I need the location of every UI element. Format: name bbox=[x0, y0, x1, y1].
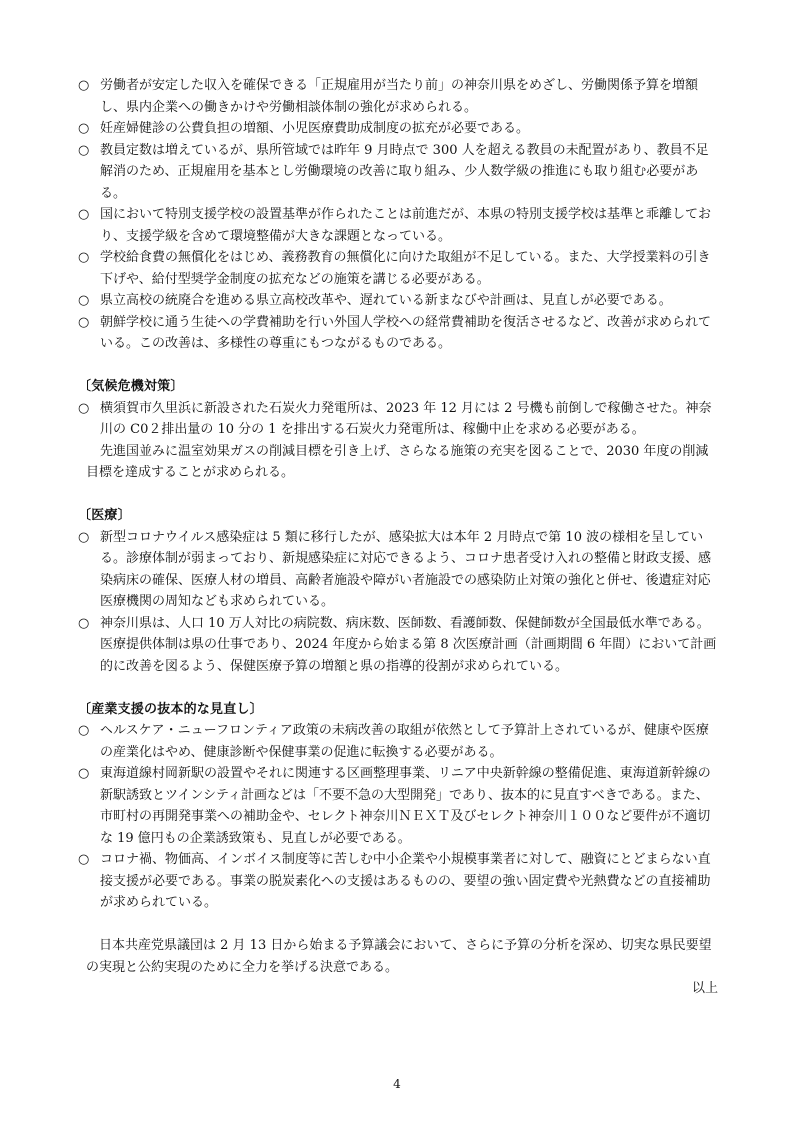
list-item: ○ 東海道線村岡新駅の設置やそれに関連する区画整理事業、リニア中央新幹線の整備促進、東海道新幹線の新駅誘致とツインシティ計画などは「不要不急の大型開発」であり、抜本的に見直すべきである。また、市町村の再開発事業への補助金や、セレクト神奈川ＮＥＸＴ及びセレクト神奈川１００など要件が不適切な 19 億円もの企業誘致策も、見直しが必要である。 bbox=[78, 763, 718, 849]
intro-list bbox=[78, 75, 718, 355]
bullet-circle-icon: ○ bbox=[78, 121, 90, 136]
list-item: ○ ヘルスケア・ニューフロンティア政策の未病改善の取組が依然として予算計上されているが、健康や医療の産業化はやめ、健康診断や保健事業の促進に転換する必要がある。 bbox=[78, 720, 718, 763]
section-medical bbox=[78, 505, 718, 677]
section-heading: 〔気候危機対策〕 bbox=[78, 379, 184, 394]
bullet-circle-icon: ○ bbox=[78, 852, 90, 867]
section-industry bbox=[78, 699, 718, 914]
list-item: ○ 教員定数は増えているが、県所管域では昨年 9 月時点で 300 人を超える教員の未配置があり、教員不足解消のため、正規雇用を基本とし労働環境の改善に取り組み、少人数学級の推進にも取り組む必要がある。 bbox=[78, 140, 718, 205]
list-item: ○ 神奈川県は、人口 10 万人対比の病院数、病床数、医師数、看護師数、保健師数が全国最低水準である。医療提供体制は県の仕事であり、2024 年度から始まる第 8 次医療計画（計画期間 6 年間）において計画的に改善を図るよう、保健医療予算の増額と県の指導的役割が求められている。 bbox=[78, 613, 718, 678]
closing-paragraph: 日本共産党県議団は 2 月 13 日から始まる予算議会において、さらに予算の分析を深め、切実な県民要望の実現と公約実現のために全力を挙げる決意である。 bbox=[86, 938, 712, 975]
list-item: ○ 県立高校の統廃合を進める県立高校改革や、遅れている新まなびや計画は、見直しが必要である。 bbox=[78, 290, 718, 312]
section-heading: 〔医療〕 bbox=[78, 508, 131, 523]
section-heading: 〔産業支援の抜本的な見直し〕 bbox=[78, 701, 263, 717]
paragraph: 先進国並みに温室効果ガスの削減目標を引き上げ、さらなる施策の充実を図ることで、2030 年度の削減目標を達成することが求められる。 bbox=[86, 443, 709, 480]
bullet-circle-icon: ○ bbox=[78, 293, 90, 308]
bullet-circle-icon: ○ bbox=[78, 142, 90, 158]
list-item: ○ 学校給食費の無償化をはじめ、義務教育の無償化に向けた取組が不足している。また、大学授業料の引き下げや、給付型奨学金制度の拡充などの施策を講じる必要がある。 bbox=[78, 247, 718, 290]
list-item: ○ コロナ禍、物価高、インボイス制度等に苦しむ中小企業や小規模事業者に対して、融資にとどまらない直接支援が必要である。事業の脱炭素化への支援はあるものの、要望の強い固定費や光熱費などの直接補助が求められている。 bbox=[78, 849, 718, 914]
bullet-circle-icon: ○ bbox=[78, 529, 90, 545]
bullet-circle-icon: ○ bbox=[78, 766, 90, 781]
document-body bbox=[78, 75, 718, 1000]
list-item: ○ 新型コロナウイルス感染症は 5 類に移行したが、感染拡大は本年 2 月時点で第 10 波の様相を呈している。診療体制が弱まっており、新規感染症に対応できるよう、コロナ患者受け入れの整備と財政支援、感染病床の確保、医療人材の増員、高齢者施設や障がい者施設での感染防止対策の強化と併せ、後遺症対応医療機関の周知なども求められている。 bbox=[78, 527, 718, 613]
bullet-circle-icon: ○ bbox=[78, 723, 90, 738]
bullet-circle-icon: ○ bbox=[78, 314, 90, 330]
bullet-circle-icon: ○ bbox=[78, 250, 90, 265]
list-item: ○ 横須賀市久里浜に新設された石炭火力発電所は、2023 年 12 月には 2 号機も前倒しで稼働させた。神奈川の C0２排出量の 10 分の 1 を排出する石炭火力発電所は、稼働中止を求める必要がある。 bbox=[78, 398, 718, 441]
bullet-circle-icon: ○ bbox=[78, 78, 90, 93]
list-item: ○ 労働者が安定した収入を確保できる「正規雇用が当たり前」の神奈川県をめざし、労働関係予算を増額し、県内企業への働きかけや労働相談体制の強化が求められる。 bbox=[78, 75, 718, 118]
bullet-circle-icon: ○ bbox=[78, 207, 90, 222]
bullet-circle-icon: ○ bbox=[78, 615, 90, 631]
list-item: ○ 妊産婦健診の公費負担の増額、小児医療費助成制度の拡充が必要である。 bbox=[78, 118, 718, 140]
bullet-circle-icon: ○ bbox=[78, 400, 90, 416]
closing-mark: 以上 bbox=[691, 981, 718, 996]
page-number: 4 bbox=[393, 1077, 401, 1091]
list-item: ○ 朝鮮学校に通う生徒への学費補助を行い外国人学校への経常費補助を復活させるなど、改善が求められている。この改善は、多様性の尊重にもつながるものである。 bbox=[78, 312, 718, 355]
list-item: ○ 国において特別支援学校の設置基準が作られたことは前進だが、本県の特別支援学校は基準と乖離しており、支援学級を含めて環境整備が大きな課題となっている。 bbox=[78, 204, 718, 247]
section-climate bbox=[78, 376, 718, 484]
